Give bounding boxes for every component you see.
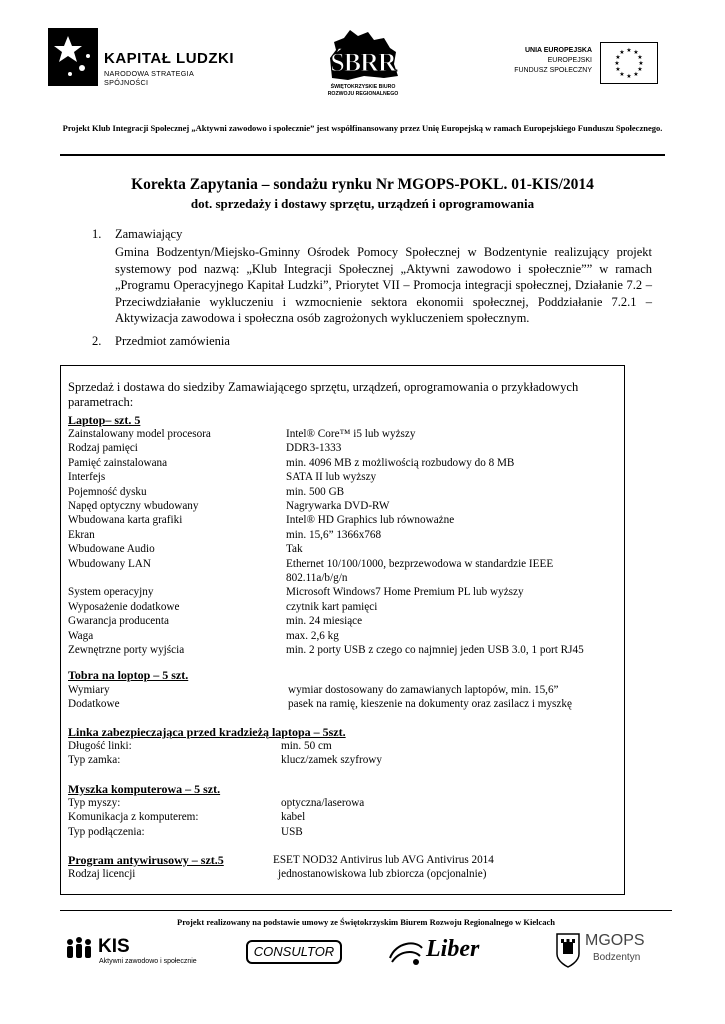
spec-value: optyczna/laserowa [281, 797, 365, 809]
svg-text:★: ★ [633, 49, 639, 56]
eu-flag-icon [600, 42, 658, 84]
mgops-logo [555, 932, 655, 972]
section-heading-przedmiot: Przedmiot zamówienia [115, 334, 230, 348]
kapital-ludzki-mark-icon [48, 28, 98, 86]
bag-heading: Tobra na loptop – 5 szt. [68, 668, 189, 682]
antivirus-heading-value: ESET NOD32 Antivirus lub AVG Antivirus 2014 [273, 854, 494, 866]
kapital-ludzki-subtitle: NARODOWA STRATEGIA SPÓJNOŚCI [104, 69, 194, 87]
spec-key: System operacyjny [68, 586, 154, 599]
mgops-subtitle: Bodzentyn [593, 952, 641, 963]
sbrr-caption [318, 84, 408, 98]
liber-logo [386, 934, 506, 970]
sbrr-text: ŚBRR [330, 48, 396, 77]
section-number: 1. [92, 227, 102, 241]
specification-intro: Sprzedaż i dostawa do siedziby Zamawiającego sprzętu, urządzeń, oprogramowania o przykładowych parametrach: [68, 380, 579, 409]
sbrr-logo [318, 28, 408, 108]
kis-name: KIS [98, 936, 130, 957]
sbrr-caption-line: ŚWIĘTOKRZYSKIE BIURO [330, 84, 396, 90]
spec-key: Gwarancja producenta [68, 615, 169, 628]
spec-value: Tak [286, 543, 303, 556]
spec-value: min. 15,6” 1366x768 [286, 528, 382, 541]
spec-value: Ethernet 10/100/1000, bezprzewodowa w standardzie IEEE [286, 557, 554, 570]
kapital-ludzki-title: KAPITAŁ LUDZKI [104, 50, 235, 67]
consultor-logo: CONSULTOR [246, 940, 342, 964]
spec-value: kabel [281, 811, 306, 824]
svg-text:★: ★ [626, 47, 632, 54]
spec-key: Dodatkowe [68, 698, 120, 711]
kis-subtitle: Aktywni zawodowo i społecznie [99, 958, 197, 965]
spec-key: Ekran [68, 528, 95, 541]
liber-name: Liber [426, 936, 480, 962]
spec-value: Nagrywarka DVD-RW [286, 500, 390, 512]
svg-text:★: ★ [615, 54, 621, 61]
footer-divider [60, 910, 672, 911]
eu-line: FUNDUSZ SPOŁECZNY [514, 67, 592, 74]
spec-key: Długość linki: [68, 740, 132, 752]
spec-key: Typ myszy: [68, 797, 121, 809]
lock-heading: Linka zabezpieczająca przed kradzieżą laptopa – 5szt. [68, 725, 346, 739]
spec-value: min. 2 porty USB z czego co najmniej jeden USB 3.0, 1 port RJ45 [286, 644, 584, 656]
document-subtitle: dot. sprzedaży i dostawy sprzętu, urządzeń i oprogramowania [190, 196, 535, 211]
spec-value: max. 2,6 kg [286, 629, 339, 642]
spec-value: min. 24 miesiące [286, 615, 363, 628]
spec-key: Zainstalowany model procesora [68, 428, 211, 440]
spec-value: DDR3-1333 [286, 442, 342, 455]
section-heading-zamawiajacy: Zamawiający [115, 227, 183, 241]
spec-value: min. 500 GB [286, 485, 345, 498]
svg-text:★: ★ [615, 66, 621, 73]
spec-value: klucz/zamek szyfrowy [281, 754, 382, 767]
spec-key: Wyposażenie dodatkowe [68, 600, 180, 613]
spec-key: Wbudowane Audio [68, 543, 155, 556]
section-body-zamawiajacy: Gmina Bodzentyn/Miejsko-Gminny Ośrodek Pomocy Społecznej w Bodzentynie realizujący projekt systemowy pod nazwą: „Klub Integracji Społecznej „Aktywni zawodowo i społecznie”” w ramach „Programu Operacyjnego Kapitał Ludzki”, Priorytet VII – Promocja integracji społecznej, Działanie 7.2 – Przeciwdziałanie wykluczeniu i wzmocnienie sektora ekonomii społecznej, Poddziałanie 7.2.1 – Aktywizacja zawodowa i społeczna osób zagrożonych wykluczeniem społecznym. [115, 245, 652, 325]
svg-text:★: ★ [619, 71, 625, 78]
spec-key: Interfejs [68, 471, 106, 484]
spec-key: Zewnętrzne porty wyjścia [68, 644, 185, 656]
spec-key: Rodzaj licencji [68, 868, 136, 880]
laptop-heading: Laptop– szt. 5 [68, 413, 141, 427]
svg-text:★: ★ [638, 60, 644, 67]
eu-text [496, 46, 592, 76]
svg-text:★: ★ [619, 49, 625, 56]
project-cofinancing-note: Projekt Klub Integracji Społecznej „Aktywni zawodowo i społecznie” jest współfinansowany przez Unię Europejską w ramach Europejskiego Funduszu Społecznego. [62, 123, 663, 133]
header-divider [60, 154, 665, 156]
spec-value: USB [281, 825, 303, 838]
spec-key: Napęd optyczny wbudowany [68, 500, 199, 512]
kis-people-icon [62, 936, 96, 966]
spec-key: Typ zamka: [68, 754, 121, 767]
spec-key: Waga [68, 629, 94, 642]
svg-text:★: ★ [614, 60, 620, 67]
mouse-heading: Myszka komputerowa – 5 szt. [68, 782, 221, 796]
svg-text:★: ★ [637, 66, 643, 73]
section-number: 2. [92, 334, 102, 348]
spec-value: SATA II lub wyższy [286, 471, 377, 484]
sbrr-caption-line: ROZWOJU REGIONALNEGO [327, 91, 399, 97]
kis-logo [62, 936, 212, 970]
spec-key: Pamięć zainstalowana [68, 456, 168, 469]
spec-key: Wbudowany LAN [68, 557, 151, 570]
spec-value: min. 50 cm [281, 740, 332, 752]
spec-value: Intel® Core™ i5 lub wyższy [286, 428, 416, 440]
spec-value: czytnik kart pamięci [286, 600, 378, 613]
eu-logo [496, 42, 664, 88]
eu-line: UNIA EUROPEJSKA [524, 47, 592, 54]
spec-value: min. 4096 MB z możliwością rozbudowy do 8 MB [286, 456, 515, 469]
spec-key: Komunikacja z komputerem: [68, 811, 199, 824]
spec-key: Rodzaj pamięci [68, 442, 138, 455]
spec-key: Pojemność dysku [68, 485, 147, 498]
mgops-name: MGOPS [585, 932, 645, 949]
kapital-ludzki-logo [48, 28, 238, 86]
svg-text:★: ★ [637, 54, 643, 61]
spec-value: 802.11a/b/g/n [286, 572, 348, 584]
spec-value: Microsoft Windows7 Home Premium PL lub wyższy [286, 586, 524, 599]
svg-text:★: ★ [633, 71, 639, 78]
spec-key: Wymiary [68, 684, 110, 696]
antivirus-heading: Program antywirusowy – szt.5 [68, 853, 224, 867]
spec-key: Typ podłączenia: [68, 825, 145, 838]
spec-key: Wbudowana karta grafiki [68, 514, 183, 527]
sbrr-mark-icon [324, 28, 402, 80]
spec-value: pasek na ramię, kieszenie na dokumenty oraz zasilacz i myszkę [288, 698, 572, 711]
spec-value: wymiar dostosowany do zamawianych laptopów, min. 15,6” [288, 684, 559, 696]
liber-swirl-icon [386, 936, 426, 968]
spec-value: jednostanowiskowa lub zbiorcza (opcjonalnie) [278, 868, 487, 880]
footer-note: Projekt realizowany na podstawie umowy ze Świętokrzyskim Biurem Rozwoju Regionalnego w Kielcach [177, 917, 555, 927]
svg-text:★: ★ [626, 73, 632, 80]
document-title: Korekta Zapytania – sondażu rynku Nr MGOPS-POKL. 01-KIS/2014 [131, 176, 594, 193]
coat-of-arms-icon [555, 932, 581, 968]
spec-value: Intel® HD Graphics lub równoważne [286, 514, 455, 527]
eu-line: EUROPEJSKI [547, 57, 592, 64]
